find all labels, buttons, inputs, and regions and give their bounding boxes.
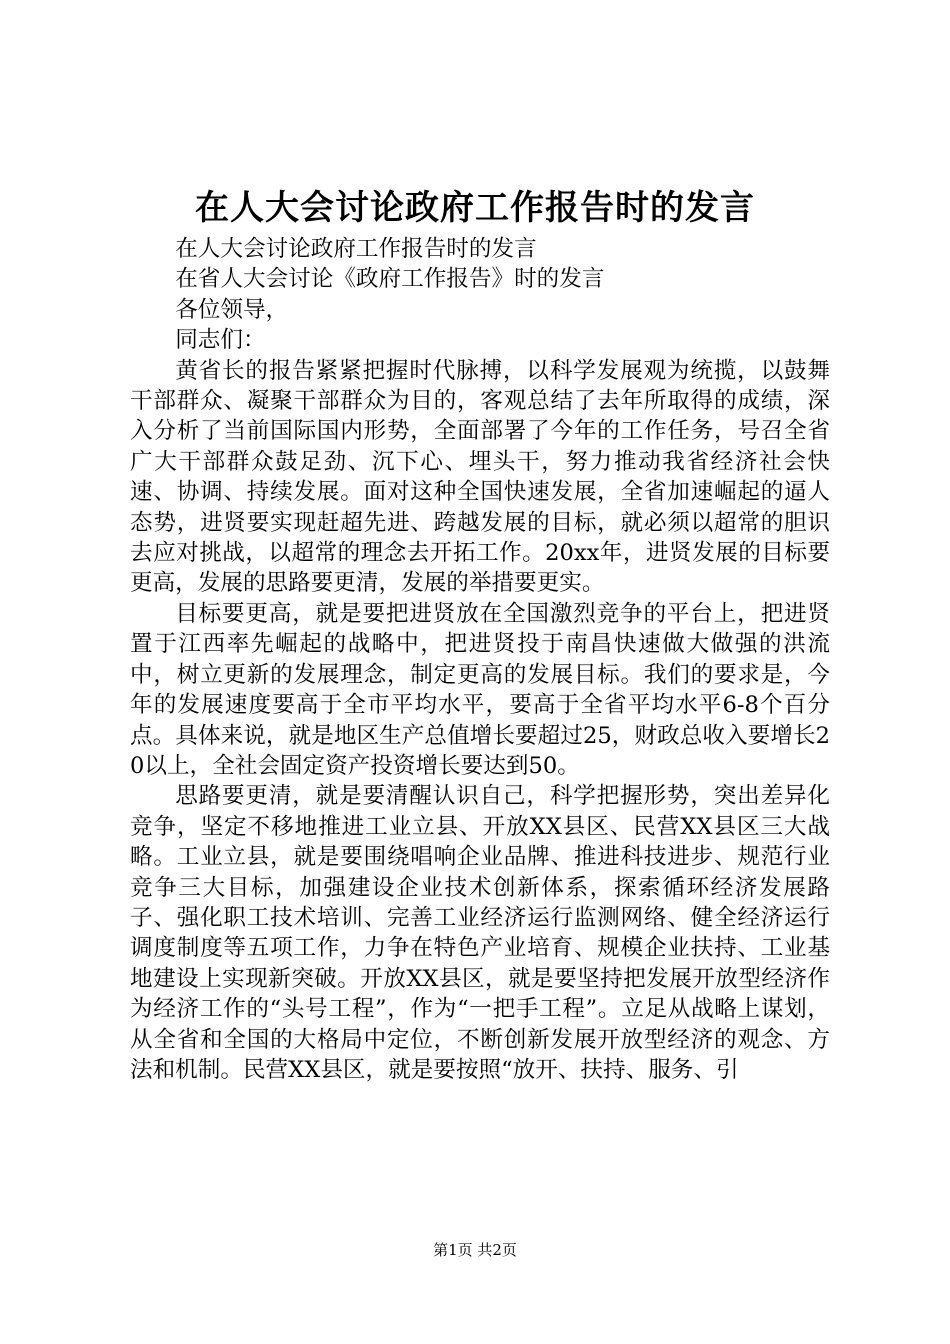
- paragraph-occasion: 在省人大会讨论《政府工作报告》时的发言: [175, 266, 605, 293]
- document-body: [130, 234, 830, 1085]
- paragraph-salutation-leaders: 各位领导，: [175, 296, 289, 323]
- paragraph-body-2: 目标要更高，就是要把进贤放在全国激烈竞争的平台上，把进贤置于江西率先崛起的战略中，把进贤投于南昌快速做大做强的洪流中，树立更新的发展理念，制定更高的发展目标。我们的要求是，今年的发展速度要高于全市平均水平，要高于全省平均水平6-8个百分点。具体来说，就是地区生产总值增长要超过25，财政总收入要增长20以上，全社会固定资产投资增长要达到50。: [130, 600, 830, 779]
- paragraph-salutation-comrades: 同志们：: [175, 327, 266, 354]
- page-footer: 第1页 共2页: [433, 1241, 517, 1259]
- document-title: 在人大会讨论政府工作报告时的发言: [195, 188, 755, 228]
- paragraph-body-3: 思路要更清，就是要清醒认识自己，科学把握形势，突出差异化竞争，坚定不移地推进工业立县、开放XX县区、民营XX县区三大战略。工业立县，就是要围绕唱响企业品牌、推进科技进步、规范行业竞争三大目标，加强建设企业技术创新体系，探索循环经济发展路子、强化职工技术培训、完善工业经济运行监测网络、健全经济运行调度制度等五项工作，力争在特色产业培育、规模企业扶持、工业基地建设上实现新突破。开放XX县区，就是要坚持把发展开放型经济作为经济工作的“头号工程”，作为“一把手工程”。立足从战略上谋划，从全省和全国的大格局中定位，不断创新发展开放型经济的观念、方法和机制。民营XX县区，就是要按照“放开、扶持、服务、引: [130, 783, 830, 1083]
- paragraph-subtitle: 在人大会讨论政府工作报告时的发言: [175, 236, 537, 262]
- paragraph-body-1: 黄省长的报告紧紧把握时代脉搏，以科学发展观为统揽，以鼓舞干部群众、凝聚干部群众为目的，客观总结了去年所取得的成绩，深入分析了当前国际国内形势，全面部署了今年的工作任务，号召全省广大干部群众鼓足劲、沉下心、埋头干，努力推动我省经济社会快速、协调、持续发展。面对这种全国快速发展，全省加速崛起的逼人态势，进贤要实现赶超先进、跨越发展的目标，就必须以超常的胆识去应对挑战，以超常的理念去开拓工作。20xx年，进贤发展的目标要更高，发展的思路要更清，发展的举措要更实。: [130, 357, 830, 597]
